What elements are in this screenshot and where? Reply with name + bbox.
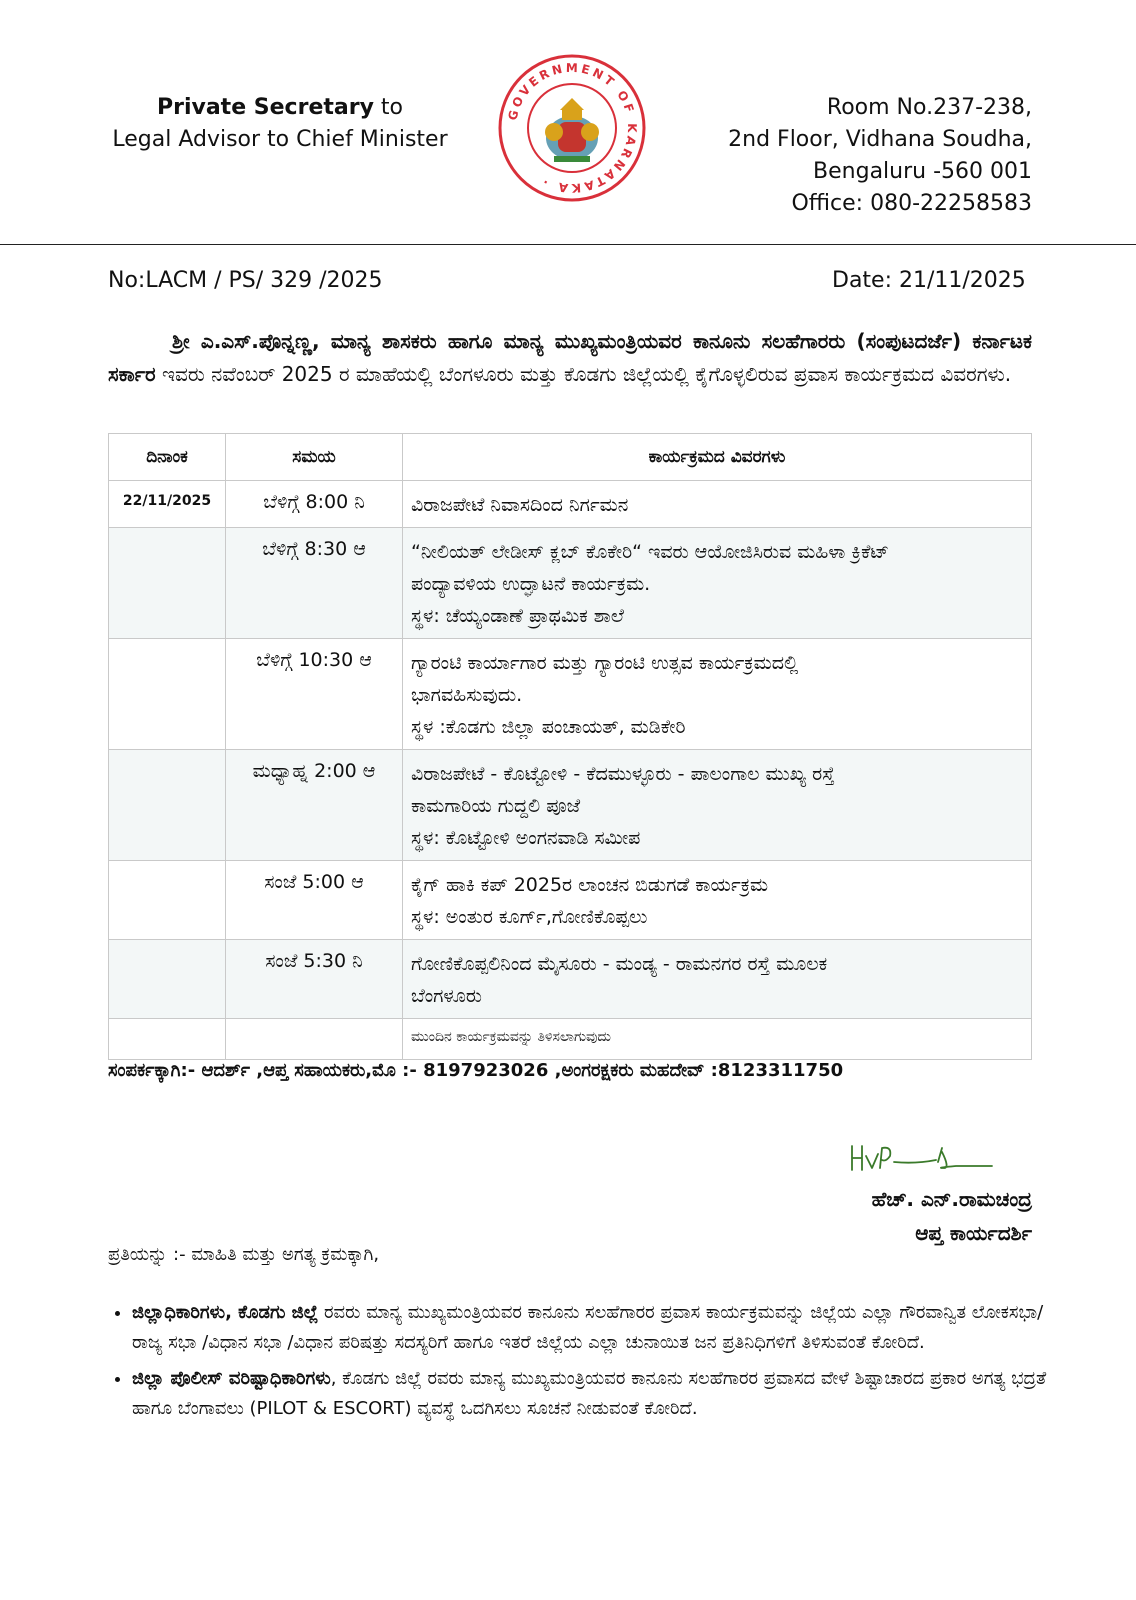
detail-venue: ಸ್ಥಳ: ಅಂತುರ ಕೂರ್ಗ್,ಗೋಣಿಕೊಪ್ಪಲು (411, 906, 648, 928)
cell-date (109, 639, 226, 750)
sender-title: Private Secretary (156, 95, 374, 120)
detail-line: ಕೈಗ್ ಹಾಕಿ ಕಪ್ 2025ರ ಲಾಂಚನ ಬಿಡುಗಡೆ ಕಾರ್ಯಕ್ರಮ (411, 874, 769, 896)
table-row (109, 750, 1032, 861)
sender-designation (100, 92, 460, 156)
intro-paragraph (108, 325, 1032, 391)
table-row (109, 861, 1032, 940)
detail-line: ಗ್ಯಾರಂಟಿ ಕಾರ್ಯಾಗಾರ ಮತ್ತು ಗ್ಯಾರಂಟಿ ಉತ್ಸವ ಕಾರ್ಯಕ್ರಮದಲ್ಲಿ (411, 652, 799, 674)
cell-date: 22/11/2025 (109, 481, 226, 528)
cell-date (109, 528, 226, 639)
detail-line: ಪಂದ್ಯಾವಳಿಯ ಉದ್ಘಾಟನೆ ಕಾರ್ಯಕ್ರಮ. (411, 573, 651, 595)
header-divider (0, 244, 1136, 245)
cell-time: ಸಂಜೆ 5:30 ನಿ (226, 940, 403, 1019)
recipient-name: ಜಿಲ್ಲಾ ಪೊಲೀಸ್ ವರಿಷ್ಟಾಧಿಕಾರಿಗಳು (132, 1368, 331, 1389)
address-line: 2nd Floor, Vidhana Soudha, (728, 127, 1032, 152)
detail-line: ಕಾಮಗಾರಿಯ ಗುದ್ದಲಿ ಪೂಜೆ (411, 795, 581, 817)
detail-line: “ನೀಲಿಯತ್ ಲೇಡೀಸ್ ಕ್ಲಬ್ ಕೊಕೇರಿ“ ಇವರು ಆಯೋಜಿಸಿರುವ ಮಹಿಳಾ ಕ್ರಿಕೆಟ್ (411, 541, 890, 563)
cell-time: ಬೆಳಿಗ್ಗೆ 10:30 ಆ (226, 639, 403, 750)
letter-date: Date: 21/11/2025 (832, 268, 1026, 293)
column-header-details: ಕಾರ್ಯಕ್ರಮದ ವಿವರಗಳು (403, 434, 1032, 481)
signatory-title: ಆಪ್ತ ಕಾರ್ಯದರ್ಶಿ (915, 1221, 1032, 1245)
office-address (690, 92, 1032, 220)
column-header-date: ದಿನಾಂಕ (109, 434, 226, 481)
detail-venue: ಸ್ಥಳ: ಕೊಟ್ಟೋಳಿ ಅಂಗನವಾಡಿ ಸಮೀಪ (411, 827, 641, 849)
cell-time: ಮಧ್ಯಾಹ್ನ 2:00 ಆ (226, 750, 403, 861)
table-row (109, 528, 1032, 639)
cell-date (109, 861, 226, 940)
cell-empty (226, 1019, 403, 1060)
cell-time: ಸಂಜೆ 5:00 ಆ (226, 861, 403, 940)
handwritten-signature (846, 1138, 996, 1178)
detail-line: ಬೆಂಗಳೂರು (411, 985, 482, 1007)
address-line: Room No.237-238, (826, 95, 1032, 120)
table-row (109, 639, 1032, 750)
cell-details (403, 481, 1032, 528)
detail-line: ವಿರಾಜಪೇಟೆ - ಕೊಟ್ಟೋಳಿ - ಕೆದಮುಳ್ಳೂರು - ಪಾಲಂಗಾಲ ಮುಖ್ಯ ರಸ್ತೆ (411, 763, 835, 785)
office-phone: Office: 080-22258583 (791, 191, 1032, 216)
intro-rest: ಇವರು ನವೆಂಬರ್ 2025 ರ ಮಾಹೆಯಲ್ಲಿ ಬೆಂಗಳೂರು ಮತ್ತು ಕೊಡಗು ಜಿಲ್ಲೆಯಲ್ಲಿ ಕೈಗೊಳ್ಳಲಿರುವ ಪ್ರವಾಸ ಕಾರ್ಯಕ್ರಮದ ವಿವರಗಳು. (155, 362, 1012, 386)
schedule-table (108, 433, 1032, 1060)
cell-date (109, 940, 226, 1019)
detail-line: ಗೋಣಿಕೊಪ್ಪಲಿನಿಂದ ಮೈಸೂರು - ಮಂಡ್ಯ - ರಾಮನಗರ ರಸ್ತೆ ಮೂಲಕ (411, 953, 828, 975)
copy-recipients-list (108, 1298, 1056, 1430)
cell-time: ಬೆಳಿಗ್ಗೆ 8:00 ನಿ (226, 481, 403, 528)
detail-venue: ಸ್ಥಳ :ಕೊಡಗು ಜಿಲ್ಲಾ ಪಂಚಾಯತ್, ಮಡಿಕೇರಿ (411, 716, 686, 738)
cell-details (403, 750, 1032, 861)
column-header-time: ಸಮಯ (226, 434, 403, 481)
intro-bold: ಶ್ರೀ ಎ.ಎಸ್.ಪೊನ್ನಣ್ಣ, ಮಾನ್ಯ ಶಾಸಕರು ಹಾಗೂ ಮಾನ್ಯ ಮುಖ್ಯಮಂತ್ರಿಯವರ ಕಾನೂನು ಸಲಹೆಗಾರರು (ಸಂಪುಟದರ್ಜೆ) ಕರ್ನಾಟಕ ಸರ್ಕಾರ (108, 329, 1032, 386)
cell-details (403, 639, 1032, 750)
cell-details (403, 861, 1032, 940)
footer-note: ಮುಂದಿನ ಕಾರ್ಯಕ್ರಮವನ್ನು ತಿಳಿಸಲಾಗುವುದು (403, 1019, 1032, 1060)
svg-text:GOVERNMENT OF KARNATAKA ·: GOVERNMENT OF KARNATAKA · (505, 60, 640, 196)
government-seal-logo (496, 52, 648, 204)
cell-details (403, 528, 1032, 639)
contact-details: ಸಂಪರ್ಕಕ್ಕಾಗಿ:- ಆದರ್ಶ್ ,ಆಪ್ತ ಸಹಾಯಕರು,ಮೊ :- 8197923026 ,ಅಂಗರಕ್ಷಕರು ಮಹದೇವ್ :8123311750 (108, 1060, 844, 1081)
address-line: Bengaluru -560 001 (813, 159, 1032, 184)
recipient-instruction: , ಕೊಡಗು ಜಿಲ್ಲೆ ರವರು ಮಾನ್ಯ ಮುಖ್ಯಮಂತ್ರಿಯವರ ಕಾನೂನು ಸಲಹೆಗಾರರ ಪ್ರವಾಸದ ವೇಳೆ ಶಿಷ್ಟಾಚಾರದ ಪ್ರಕಾರ ಅಗತ್ಯ ಭದ್ರತೆ ಹಾಗೂ ಬೆಂಗಾವಲು (PILOT & ESCORT) ವ್ಯವಸ್ಥೆ ಒದಗಿಸಲು ಸೂಚನೆ ನೀಡುವಂತೆ ಕೋರಿದೆ. (132, 1368, 1047, 1419)
recipient-instruction: ರವರು ಮಾನ್ಯ ಮುಖ್ಯಮಂತ್ರಿಯವರ ಕಾನೂನು ಸಲಹೆಗಾರರ ಪ್ರವಾಸ ಕಾರ್ಯಕ್ರಮವನ್ನು ಜಿಲ್ಲೆಯ ಎಲ್ಲಾ ಗೌರವಾನ್ವಿತ ಲೋಕಸಭಾ/ರಾಜ್ಯ ಸಭಾ /ವಿಧಾನ ಸಭಾ /ವಿಧಾನ ಪರಿಷತ್ತು ಸದಸ್ಯರಿಗೆ ಹಾಗೂ ಇತರೆ ಜಿಲ್ಲೆಯ ಎಲ್ಲಾ ಚುನಾಯಿತ ಜನ ಪ್ರತಿನಿಧಿಗಳಿಗೆ ತಿಳಿಸುವಂತೆ ಕೋರಿದೆ. (132, 1302, 1044, 1353)
sender-to: to (373, 95, 404, 120)
list-item (132, 1364, 1056, 1424)
sender-office: Legal Advisor to Chief Minister (112, 127, 448, 152)
detail-venue: ಸ್ಥಳ: ಚೆಯ್ಯಂಡಾಣೆ ಪ್ರಾಥಮಿಕ ಶಾಲೆ (411, 605, 624, 627)
cell-details (403, 940, 1032, 1019)
recipient-name: ಜಿಲ್ಲಾಧಿಕಾರಿಗಳು, ಕೊಡಗು ಜಿಲ್ಲೆ (132, 1302, 319, 1323)
copy-to-label: ಪ್ರತಿಯನ್ನು :- ಮಾಹಿತಿ ಮತ್ತು ಅಗತ್ಯ ಕ್ರಮಕ್ಕಾಗಿ, (108, 1244, 380, 1265)
table-row (109, 481, 1032, 528)
signatory-block (700, 1182, 1032, 1250)
reference-number: No:LACM / PS/ 329 /2025 (108, 268, 383, 293)
table-header-row (109, 434, 1032, 481)
cell-date (109, 750, 226, 861)
detail-line: ಭಾಗವಹಿಸುವುದು. (411, 684, 523, 706)
cell-time: ಬೆಳಿಗ್ಗೆ 8:30 ಆ (226, 528, 403, 639)
table-footer-row (109, 1019, 1032, 1060)
list-item (132, 1298, 1056, 1358)
detail-line: ವಿರಾಜಪೇಟೆ ನಿವಾಸದಿಂದ ನಿರ್ಗಮನ (411, 494, 629, 516)
cell-empty (109, 1019, 226, 1060)
table-row (109, 940, 1032, 1019)
signatory-name: ಹೆಚ್. ಎನ್.ರಾಮಚಂದ್ರ (871, 1187, 1032, 1211)
